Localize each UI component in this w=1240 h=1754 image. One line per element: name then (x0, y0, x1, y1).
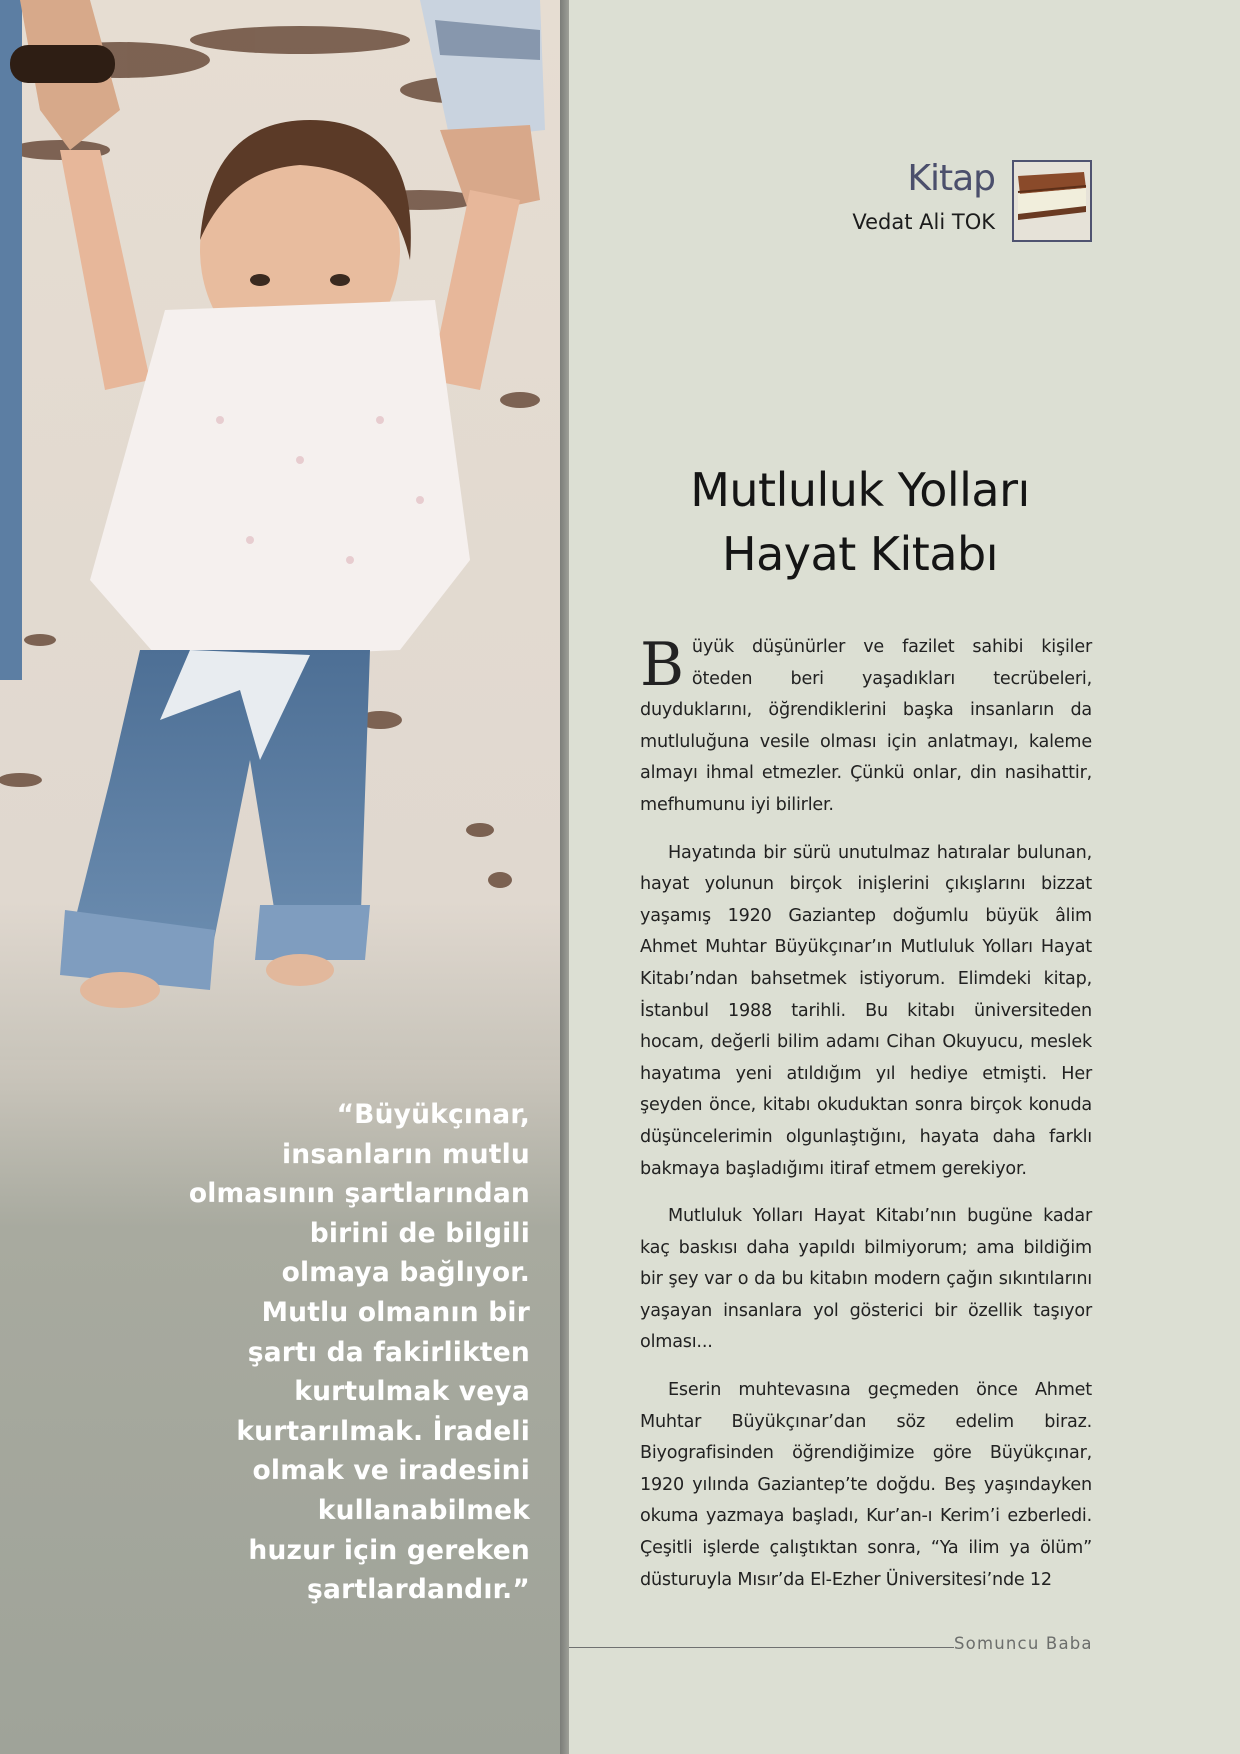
paragraph-1 (640, 632, 1092, 822)
pull-quote: “Büyükçınar, insanların mutlu olmasının şartlarından birini de bilgili olmaya bağlıyor. Mutlu olmanın bir şartı da fakirlikten kurtulmak veya kurtarılmak. İradeli olmak ve iradesini kullanabilmek huzur için gereken şartlardandır.” (188, 1099, 530, 1606)
article-title-line1: Mutluluk Yolları (690, 463, 1030, 517)
book-icon (1012, 160, 1092, 242)
footer-rule (569, 1647, 954, 1648)
section-title: Kitap (907, 158, 995, 199)
child-walking-beach-photo (0, 0, 560, 1060)
paragraph-4: Eserin muhtevasına geçmeden önce Ahmet Muhtar Büyükçınar’dan söz edelim biraz. Biyografisinden öğrendiğimize göre Büyükçınar, 1920 yılında Gaziantep’te doğdu. Beş yaşındayken okuma yazmaya başladı, Kur’an-ı Kerim’i ezberledi. Çeşitli işlerde çalıştıktan sonra, “Ya ilim ya ölüm” düsturuyla Mısır’da El-Ezher Üniversitesi’nde 12 (640, 1380, 1092, 1590)
author-name: Vedat Ali TOK (852, 210, 995, 234)
article-body (640, 632, 1092, 1612)
column-divider (560, 0, 569, 1754)
drop-cap: B (640, 630, 684, 700)
paragraph-3: Mutluluk Yolları Hayat Kitabı’nın bugüne kadar kaç baskısı daha yapıldı bilmiyorum; ama bildiğim bir şey var o da bu kitabın modern çağın sıkıntılarını yaşayan insanlara yol gösterici bir özellik taşıyor olması... (640, 1206, 1092, 1353)
photo-column (0, 0, 560, 1754)
footer-brand: Somuncu Baba (954, 1634, 1093, 1653)
paragraph-2: Hayatında bir sürü unutulmaz hatıralar bulunan, hayat yolunun birçok inişlerini çıkışlarını bizzat yaşamış 1920 Gaziantep doğumlu büyük âlim Ahmet Muhtar Büyükçınar’ın Mutluluk Yolları Hayat Kitabı’ndan bahsetmek istiyorum. Elimdeki kitap, İstanbul 1988 tarihli. Bu kitabı üniversiteden hocam, değerli bilim adamı Cihan Okuyucu, meslek hayatıma yeni atıldığım yıl hediye etmişti. Her şeyden önce, kitabı okuduktan sonra birçok konuda düşüncelerimin olgunlaştığını, hayata daha farklı bakmaya başladığımı itiraf etmem gerekiyor. (640, 842, 1092, 1179)
paragraph-1-text: üyük düşünürler ve fazilet sahibi kişiler öteden beri yaşadıkları tecrübeleri, duyduklarını, öğrendiklerini başka insanların da mutluluğuna vesile olması için anlatmayı, kaleme almayı ihmal etmezler. Çünkü onlar, din nasihattir, mefhumunu iyi bilirler. (640, 637, 1092, 815)
article-title (640, 458, 1080, 586)
article-title-line2: Hayat Kitabı (722, 527, 998, 581)
